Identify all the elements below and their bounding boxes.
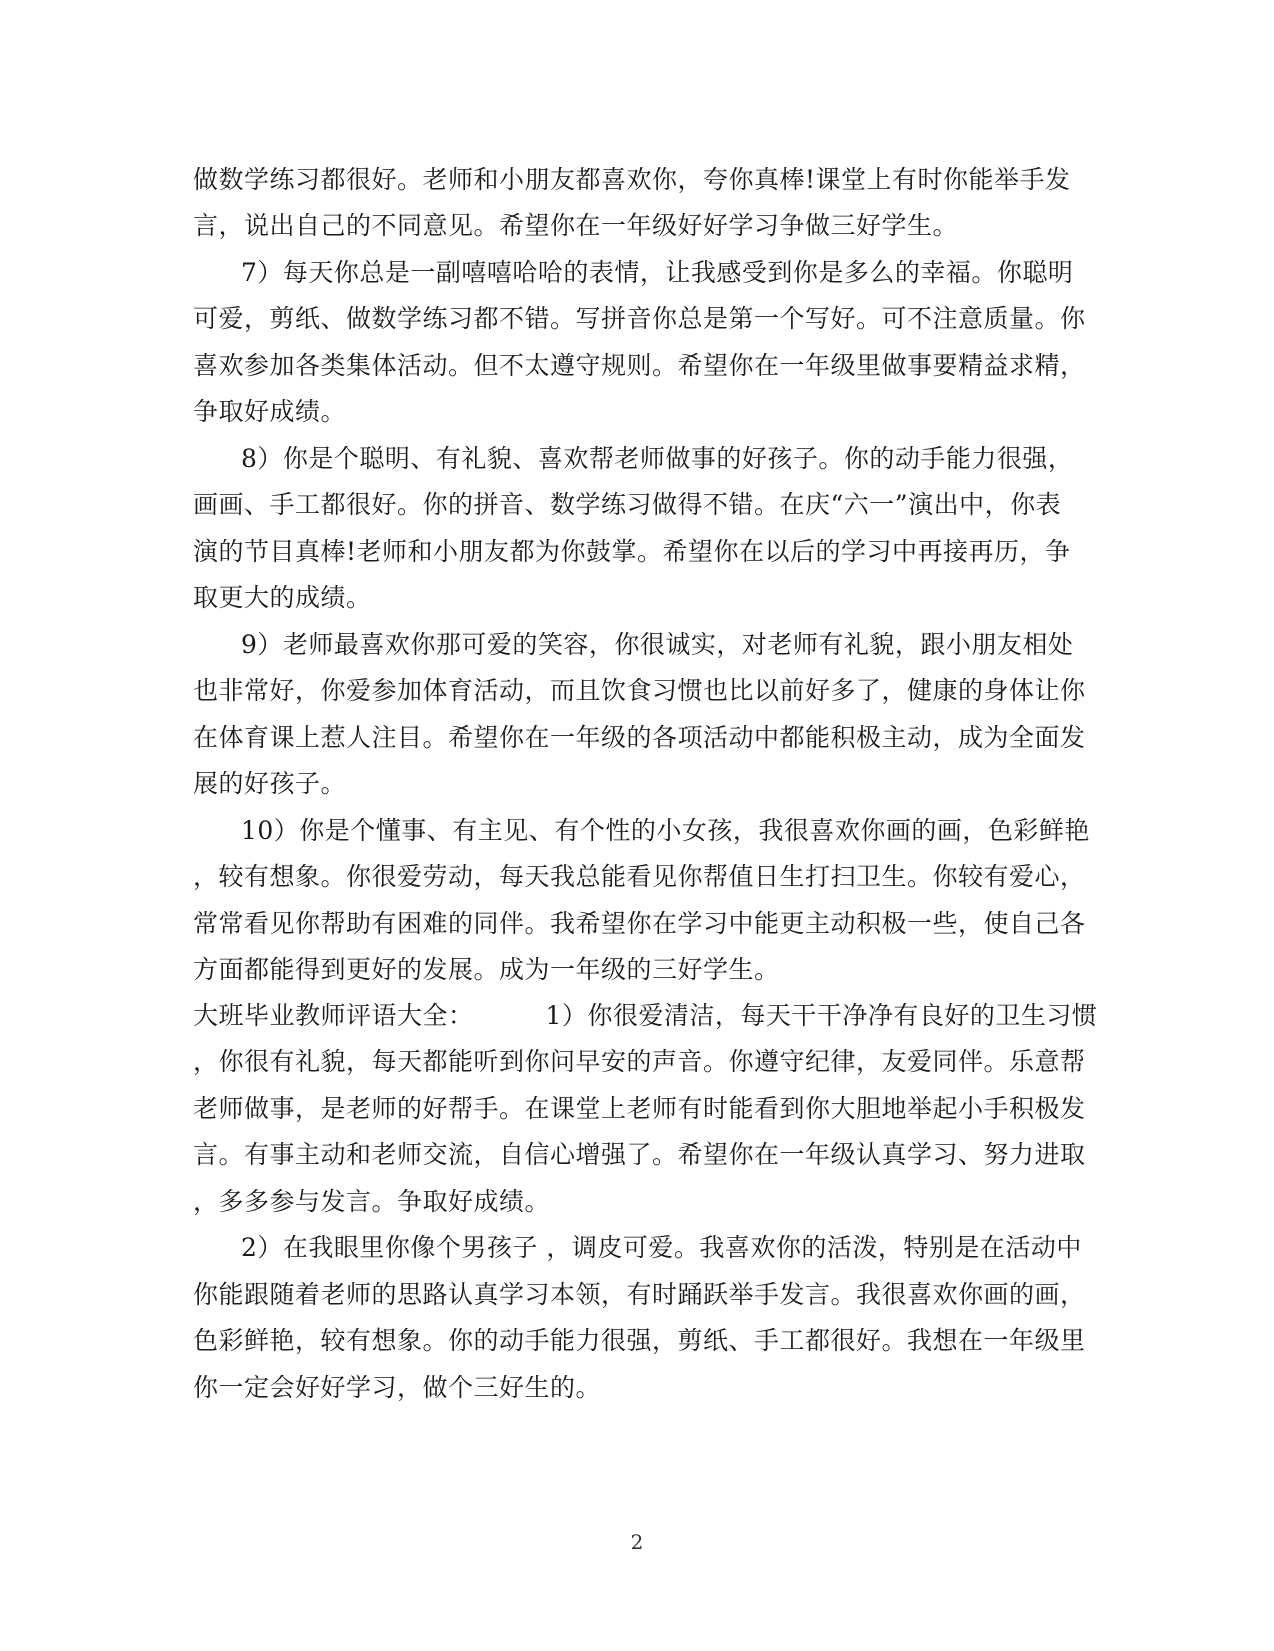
- paragraph-10-start: 10）你是个懂事、有主见、有个性的小女孩，我很喜欢你画的画，色彩鲜艳: [241, 816, 1090, 845]
- text-line: 言。有事主动和老师交流，自信心增强了。希望你在一年级认真学习、努力进取: [193, 1140, 1086, 1169]
- paragraph-9-start: 9）老师最喜欢你那可爱的笑容，你很诚实，对老师有礼貌，跟小朋友相处: [241, 630, 1074, 659]
- paragraph-7-start: 7）每天你总是一副嘻嘻哈哈的表情，让我感受到你是多么的幸福。你聪明: [241, 258, 1074, 287]
- paragraph-2-start: 2）在我眼里你像个男孩子 ，调皮可爱。我喜欢你的活泼，特别是在活动中: [241, 1233, 1082, 1262]
- text-line: 方面都能得到更好的发展。成为一年级的三好学生。: [193, 955, 780, 984]
- text-line: ，多多参与发言。争取好成绩。: [193, 1187, 551, 1216]
- text-line: ，你很有礼貌，每天都能听到你问早安的声音。你遵守纪律，友爱同伴。乐意帮: [193, 1047, 1086, 1076]
- text-line: 老师做事，是老师的好帮手。在课堂上老师有时能看到你大胆地举起小手积极发: [193, 1094, 1086, 1123]
- text-line: 言，说出自己的不同意见。希望你在一年级好好学习争做三好学生。: [193, 211, 959, 240]
- text-line: 演的节目真棒!老师和小朋友都为你鼓掌。希望你在以后的学习中再接再历，争: [193, 537, 1071, 566]
- section-heading: 大班毕业教师评语大全：: [193, 1001, 474, 1030]
- text-line: 常常看见你帮助有困难的同伴。我希望你在学习中能更主动积极一些，使自己各: [193, 909, 1086, 938]
- paragraph-1-start: 1）你很爱清洁，每天干干净净有良好的卫生习惯: [545, 1001, 1098, 1030]
- text-line: 在体育课上惹人注目。希望你在一年级的各项活动中都能积极主动，成为全面发: [193, 723, 1086, 752]
- text-line: 展的好孩子。: [193, 769, 347, 798]
- text-line: 取更大的成绩。: [193, 583, 372, 612]
- text-line: 你一定会好好学习，做个三好生的。: [193, 1373, 602, 1402]
- text-line: 喜欢参加各类集体活动。但不太遵守规则。希望你在一年级里做事要精益求精，: [193, 351, 1086, 380]
- text-line: 争取好成绩。: [193, 397, 347, 426]
- section-heading-line: [193, 996, 1097, 1036]
- text-line: ，较有想象。你很爱劳动，每天我总能看见你帮值日生打扫卫生。你较有爱心，: [193, 862, 1086, 891]
- paragraph-8-start: 8）你是个聪明、有礼貌、喜欢帮老师做事的好孩子。你的动手能力很强，: [241, 444, 1074, 473]
- text-line: 做数学练习都很好。老师和小朋友都喜欢你，夸你真棒!课堂上有时你能举手发: [193, 165, 1071, 194]
- page-number: 2: [630, 1530, 644, 1554]
- text-line: 也非常好，你爱参加体育活动，而且饮食习惯也比以前好多了，健康的身体让你: [193, 676, 1086, 705]
- text-line: 色彩鲜艳，较有想象。你的动手能力很强，剪纸、手工都很好。我想在一年级里: [193, 1326, 1086, 1355]
- text-line: 画画、手工都很好。你的拼音、数学练习做得不错。在庆“六一”演出中，你表: [193, 490, 1062, 519]
- text-line: 可爱，剪纸、做数学练习都不错。写拼音你总是第一个写好。可不注意质量。你: [193, 304, 1086, 333]
- text-line: 你能跟随着老师的思路认真学习本领，有时踊跃举手发言。我很喜欢你画的画，: [193, 1280, 1086, 1309]
